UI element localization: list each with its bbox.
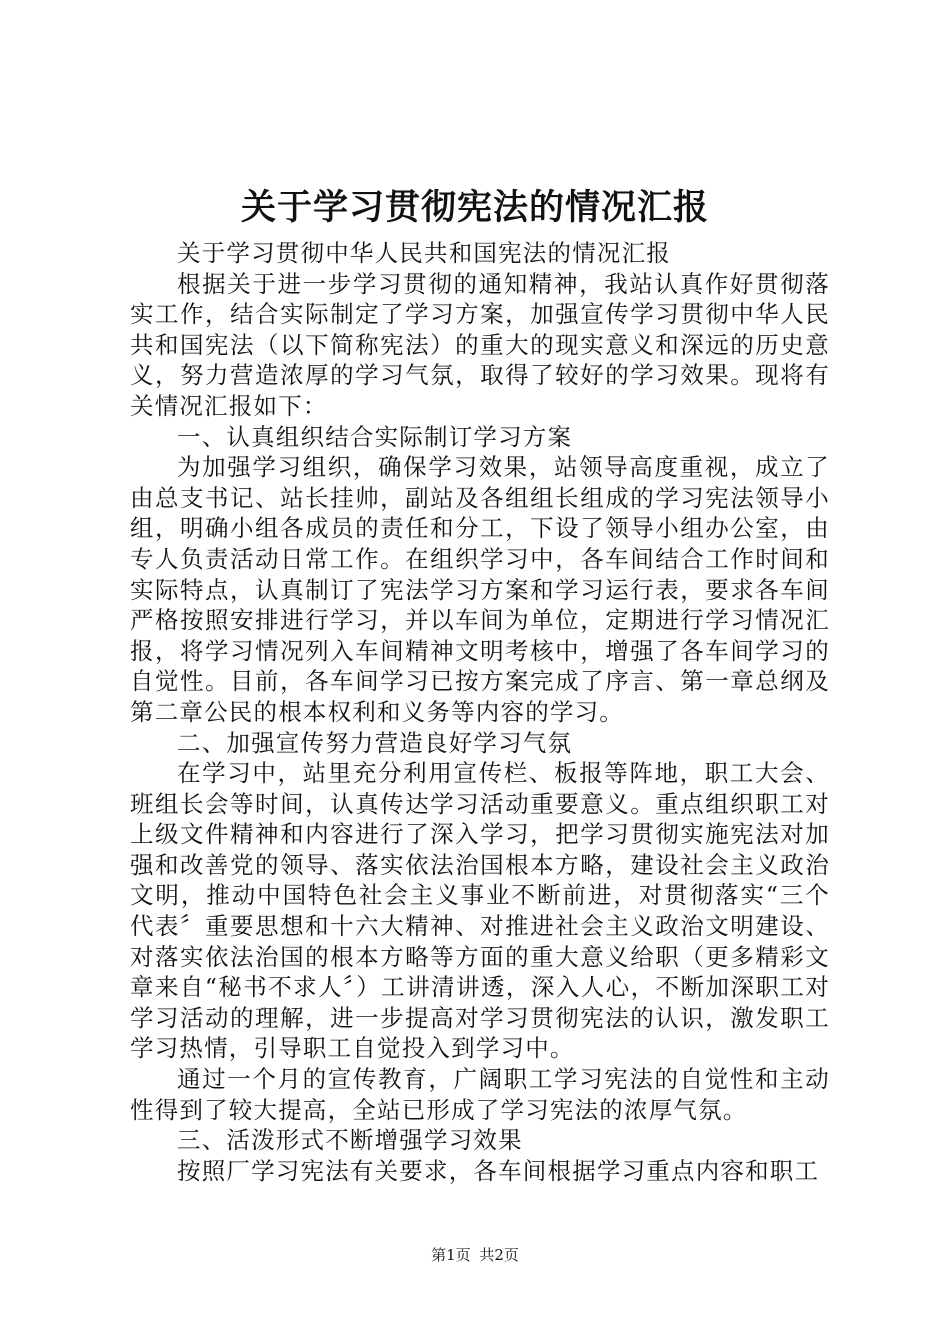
paragraph-section-1: 为加强学习组织，确保学习效果，站领导高度重视，成立了由总支书记、站长挂帅，副站及各组组长组成的学习宪法领导小组，明确小组各成员的责任和分工，下设了领导小组办公室，由专人负责活动日常工作。在组织学习中，各车间结合工作时间和实际特点，认真制订了宪法学习方案和学习运行表，要求各车间严格按照安排进行学习，并以车间为单位，定期进行学习情况汇报，将学习情况列入车间精神文明考核中，增强了各车间学习的自觉性。目前，各车间学习已按方案完成了序言、第一章总纲及第二章公民的根本权利和义务等内容的学习。 <box>130 453 830 726</box>
page-total: 共2页 <box>479 1246 519 1264</box>
paragraph-subtitle: 关于学习贯彻中华人民共和国宪法的情况汇报 <box>177 239 671 267</box>
paragraph-section-3: 按照厂学习宪法有关要求，各车间根据学习重点内容和职工 <box>177 1156 820 1185</box>
paragraph-section-2-result: 通过一个月的宣传教育，广阔职工学习宪法的自觉性和主动性得到了较大提高，全站已形成了学习宪法的浓厚气氛。 <box>130 1065 830 1124</box>
section-heading-1: 一、认真组织结合实际制订学习方案 <box>177 422 573 451</box>
page-footer <box>0 1245 950 1265</box>
section-heading-2: 二、加强宣传努力营造良好学习气氛 <box>177 728 573 757</box>
page-number: 第1页 <box>431 1246 471 1264</box>
paragraph-intro: 根据关于进一步学习贯彻的通知精神，我站认真作好贯彻落实工作，结合实际制定了学习方案，加强宣传学习贯彻中华人民共和国宪法（以下简称宪法）的重大的现实意义和深远的历史意义，努力营造浓厚的学习气氛，取得了较好的学习效果。现将有关情况汇报如下： <box>130 269 830 420</box>
paragraph-section-2: 在学习中，站里充分利用宣传栏、板报等阵地，职工大会、班组长会等时间，认真传达学习活动重要意义。重点组织职工对上级文件精神和内容进行了深入学习，把学习贯彻实施宪法对加强和改善党的领导、落实依法治国根本方略，建设社会主义政治文明，推动中国特色社会主义事业不断前进，对贯彻落实“三个代表〞重要思想和十六大精神、对推进社会主义政治文明建设、对落实依法治国的根本方略等方面的重大意义给职（更多精彩文章来自“秘书不求人〞）工讲清讲透，深入人心，不断加深职工对学习活动的理解，进一步提高对学习贯彻宪法的认识，激发职工学习热情，引导职工自觉投入到学习中。 <box>130 759 830 1063</box>
section-heading-3: 三、活泼形式不断增强学习效果 <box>177 1126 523 1155</box>
document-title: 关于学习贯彻宪法的情况汇报 <box>240 188 709 228</box>
document-body <box>130 238 830 1186</box>
